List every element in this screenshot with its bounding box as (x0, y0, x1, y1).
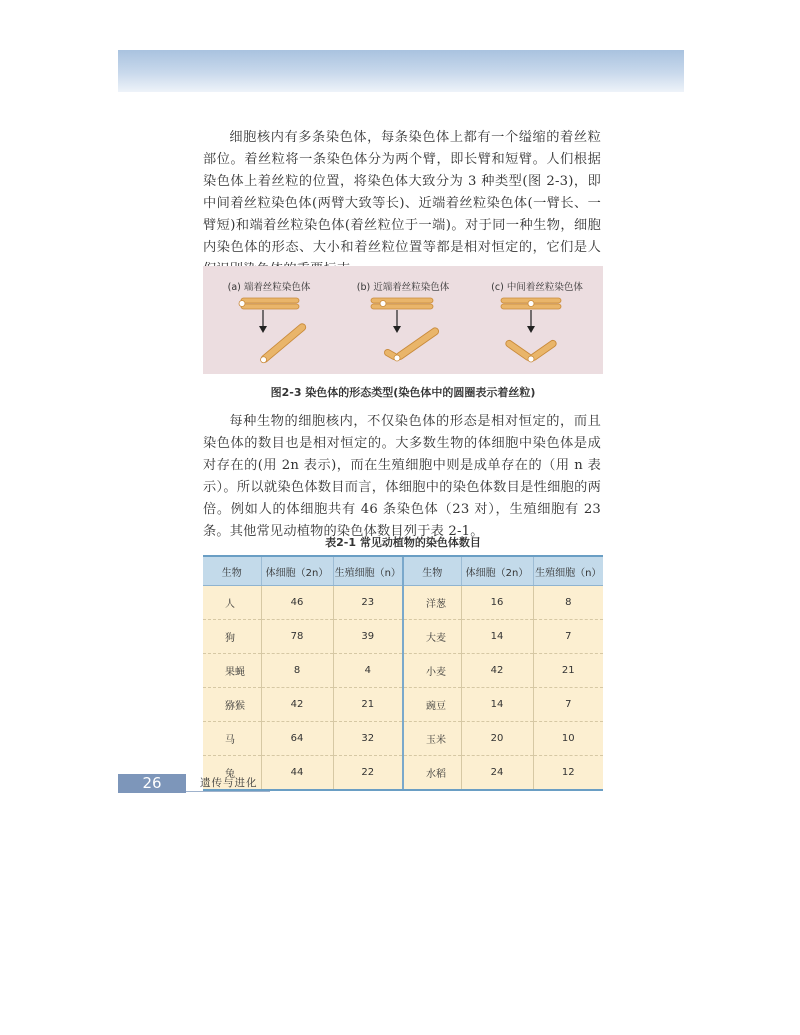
paragraph-chromosome-types (203, 127, 601, 281)
figure-chromosome-types (203, 266, 603, 374)
cell-organism: 豌豆 (403, 688, 461, 722)
cell-organism: 狗 (203, 620, 261, 654)
cell-value: 42 (261, 688, 333, 722)
paragraph-text: 每种生物的细胞核内，不仅染色体的形态是相对恒定的，而且染色体的数目也是相对恒定的。大多数生物的体细胞中染色体是成对存在的(用 2n 表示)，而在生殖细胞中则是成单存在的（用 n 表示）。所以就染色体数目而言，体细胞中的染色体数目是性细胞的两倍。例如人的体细胞共有 46 条染色体（23 对），生殖细胞有 23 条。其他常见动植物的染色体数目列于表 2-1。 (203, 414, 601, 539)
cell-organism: 马 (203, 722, 261, 756)
header-somatic-cell: 体细胞（2n） (461, 556, 533, 586)
figure-caption: 图2-3 染色体的形态类型(染色体中的圆圈表示着丝粒) (270, 386, 536, 399)
cell-value: 4 (333, 654, 403, 688)
table-row (203, 620, 603, 654)
figure-panel-telocentric (203, 266, 335, 374)
table-row (203, 722, 603, 756)
cell-value: 20 (461, 722, 533, 756)
cell-value: 12 (533, 756, 603, 791)
chromosome-count-table (203, 555, 603, 791)
cell-value: 24 (461, 756, 533, 791)
book-title: 遗传与进化 (200, 777, 258, 789)
telocentric-chromosome-illustration (203, 266, 335, 374)
cell-value: 64 (261, 722, 333, 756)
cell-organism: 猕猴 (203, 688, 261, 722)
cell-value: 42 (461, 654, 533, 688)
paragraph-text: 细胞核内有多条染色体，每条染色体上都有一个缢缩的着丝粒部位。着丝粒将一条染色体分为两个臂，即长臂和短臂。人们根据染色体上着丝粒的位置，将染色体大致分为 3 种类型(图 2-3)，即中间着丝粒染色体(两臂大致等长)、近端着丝粒染色体(一臂长、一臂短)和端着丝粒染色体(着丝粒位于一端)。对于同一种生物，细胞内染色体的形态、大小和着丝粒位置等都是相对恒定的，它们是人 (203, 130, 601, 255)
header-germ-cell: 生殖细胞（n） (533, 556, 603, 586)
paragraph-chromosome-number (203, 411, 601, 543)
table-row (203, 586, 603, 620)
acrocentric-chromosome-illustration (337, 266, 469, 374)
cell-organism: 水稻 (403, 756, 461, 791)
header-organism: 生物 (203, 556, 261, 586)
figure-label-a: (a) 端着丝粒染色体 (227, 282, 311, 293)
cell-value: 16 (461, 586, 533, 620)
cell-value: 7 (533, 688, 603, 722)
cell-value: 39 (333, 620, 403, 654)
cell-organism: 人 (203, 586, 261, 620)
table-row (203, 756, 603, 791)
cell-value: 32 (333, 722, 403, 756)
cell-value: 8 (533, 586, 603, 620)
figure-panel-metacentric (471, 266, 603, 374)
cell-value: 7 (533, 620, 603, 654)
header-organism: 生物 (403, 556, 461, 586)
table-row (203, 688, 603, 722)
cell-value: 21 (333, 688, 403, 722)
cell-value: 46 (261, 586, 333, 620)
cell-value: 21 (533, 654, 603, 688)
table-title: 表2-1 常见动植物的染色体数目 (325, 536, 481, 549)
cell-organism: 小麦 (403, 654, 461, 688)
table-row (203, 654, 603, 688)
figure-label-b: (b) 近端着丝粒染色体 (356, 282, 450, 293)
cell-value: 14 (461, 620, 533, 654)
cell-value: 14 (461, 688, 533, 722)
cell-value: 44 (261, 756, 333, 791)
cell-organism: 洋葱 (403, 586, 461, 620)
cell-value: 10 (533, 722, 603, 756)
cell-value: 8 (261, 654, 333, 688)
page-number: 26 (118, 774, 186, 793)
metacentric-chromosome-illustration (471, 266, 603, 374)
header-somatic-cell: 体细胞（2n） (261, 556, 333, 586)
table-header-row (203, 556, 603, 586)
page-header-band (118, 50, 684, 92)
cell-value: 23 (333, 586, 403, 620)
cell-organism: 兔 (203, 756, 261, 791)
figure-label-c: (c) 中间着丝粒染色体 (491, 282, 583, 293)
figure-panel-acrocentric (337, 266, 469, 374)
cell-organism: 果蝇 (203, 654, 261, 688)
header-germ-cell: 生殖细胞（n） (333, 556, 403, 586)
cell-organism: 玉米 (403, 722, 461, 756)
cell-value: 22 (333, 756, 403, 791)
footer-rule (186, 791, 270, 792)
cell-organism: 大麦 (403, 620, 461, 654)
cell-value: 78 (261, 620, 333, 654)
